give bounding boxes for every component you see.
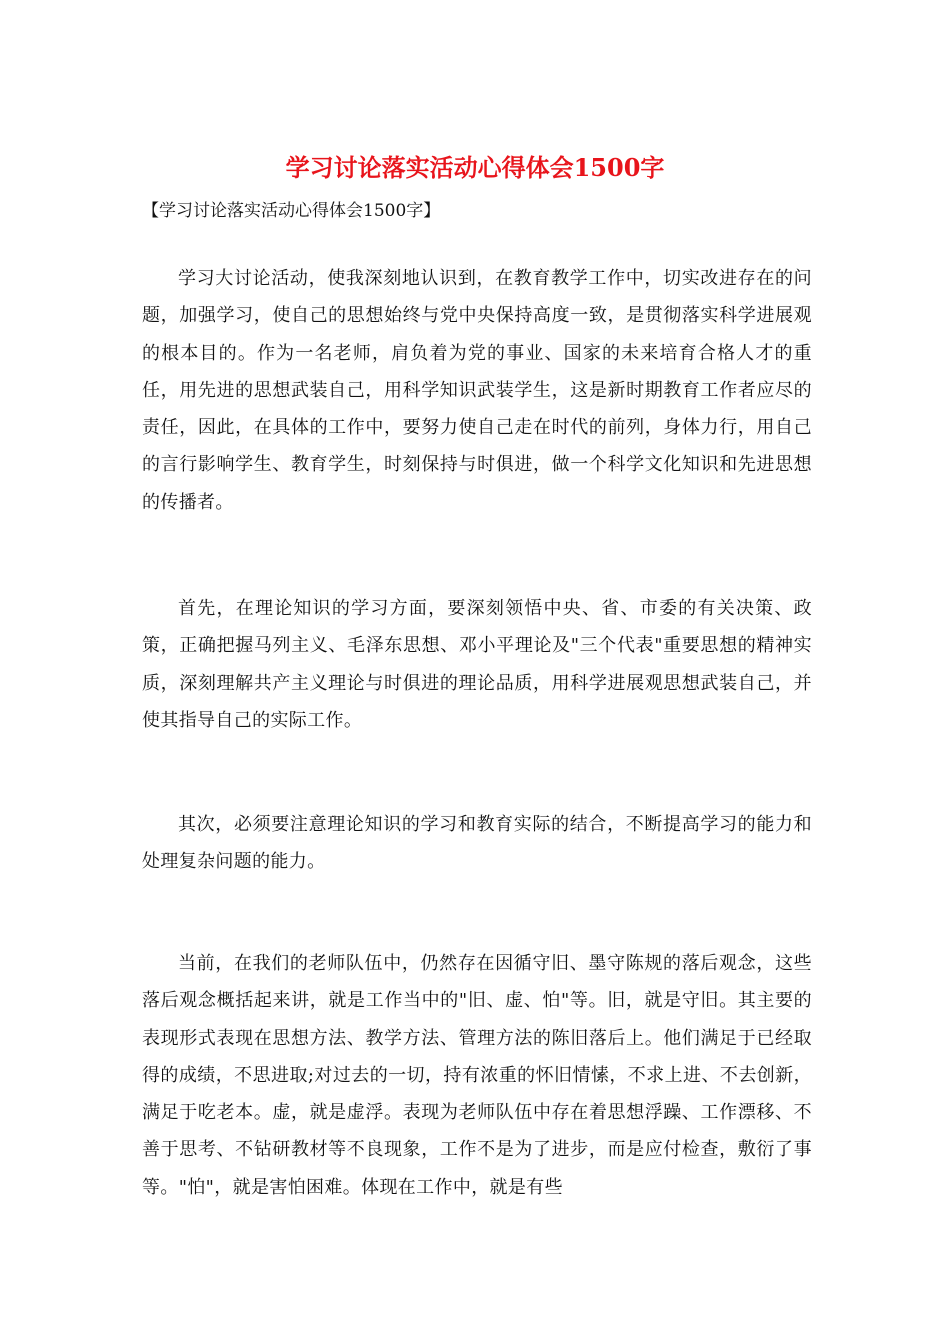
paragraph: 首先，在理论知识的学习方面，要深刻领悟中央、省、市委的有关决策、政策，正确把握马列主义、毛泽东思想、邓小平理论及"三个代表"重要思想的精神实质，深刻理解共产主义理论与时俱进的理论品质，用科学进展观思想武装自己，并使其指导自己的实际工作。 (142, 598, 812, 731)
paragraph: 学习大讨论活动，使我深刻地认识到，在教育教学工作中，切实改进存在的问题，加强学习，使自己的思想始终与党中央保持高度一致，是贯彻落实科学进展观的根本目的。作为一名老师，肩负着为党的事业、国家的未来培育合格人才的重任，用先进的思想武装自己，用科学知识武装学生，这是新时期教育工作者应尽的责任，因此，在具体的工作中，要努力使自己走在时代的前列，身体力行，用自己的言行影响学生、教育学生，时刻保持与时俱进，做一个科学文化知识和先进思想的传播者。 (142, 268, 812, 513)
paragraph: 其次，必须要注意理论知识的学习和教育实际的结合，不断提高学习的能力和处理复杂问题的能力。 (142, 814, 812, 873)
document-subtitle: 【学习讨论落实活动心得体会1500字】 (142, 201, 441, 221)
document-title: 学习讨论落实活动心得体会1500字 (285, 153, 665, 182)
paragraph: 当前，在我们的老师队伍中，仍然存在因循守旧、墨守陈规的落后观念，这些落后观念概括起来讲，就是工作当中的"旧、虚、怕"等。旧，就是守旧。其主要的表现形式表现在思想方法、教学方法、管理方法的陈旧落后上。他们满足于已经取得的成绩，不思进取;对过去的一切，持有浓重的怀旧情愫，不求上进、不去创新，满足于吃老本。虚，就是虚浮。表现为老师队伍中存在着思想浮躁、工作漂移、不善于思考、不钻研教材等不良现象，工作不是为了进步，而是应付检查，敷衍了事等。"怕"，就是害怕困难。体现在工作中，就是有些 (142, 953, 812, 1198)
